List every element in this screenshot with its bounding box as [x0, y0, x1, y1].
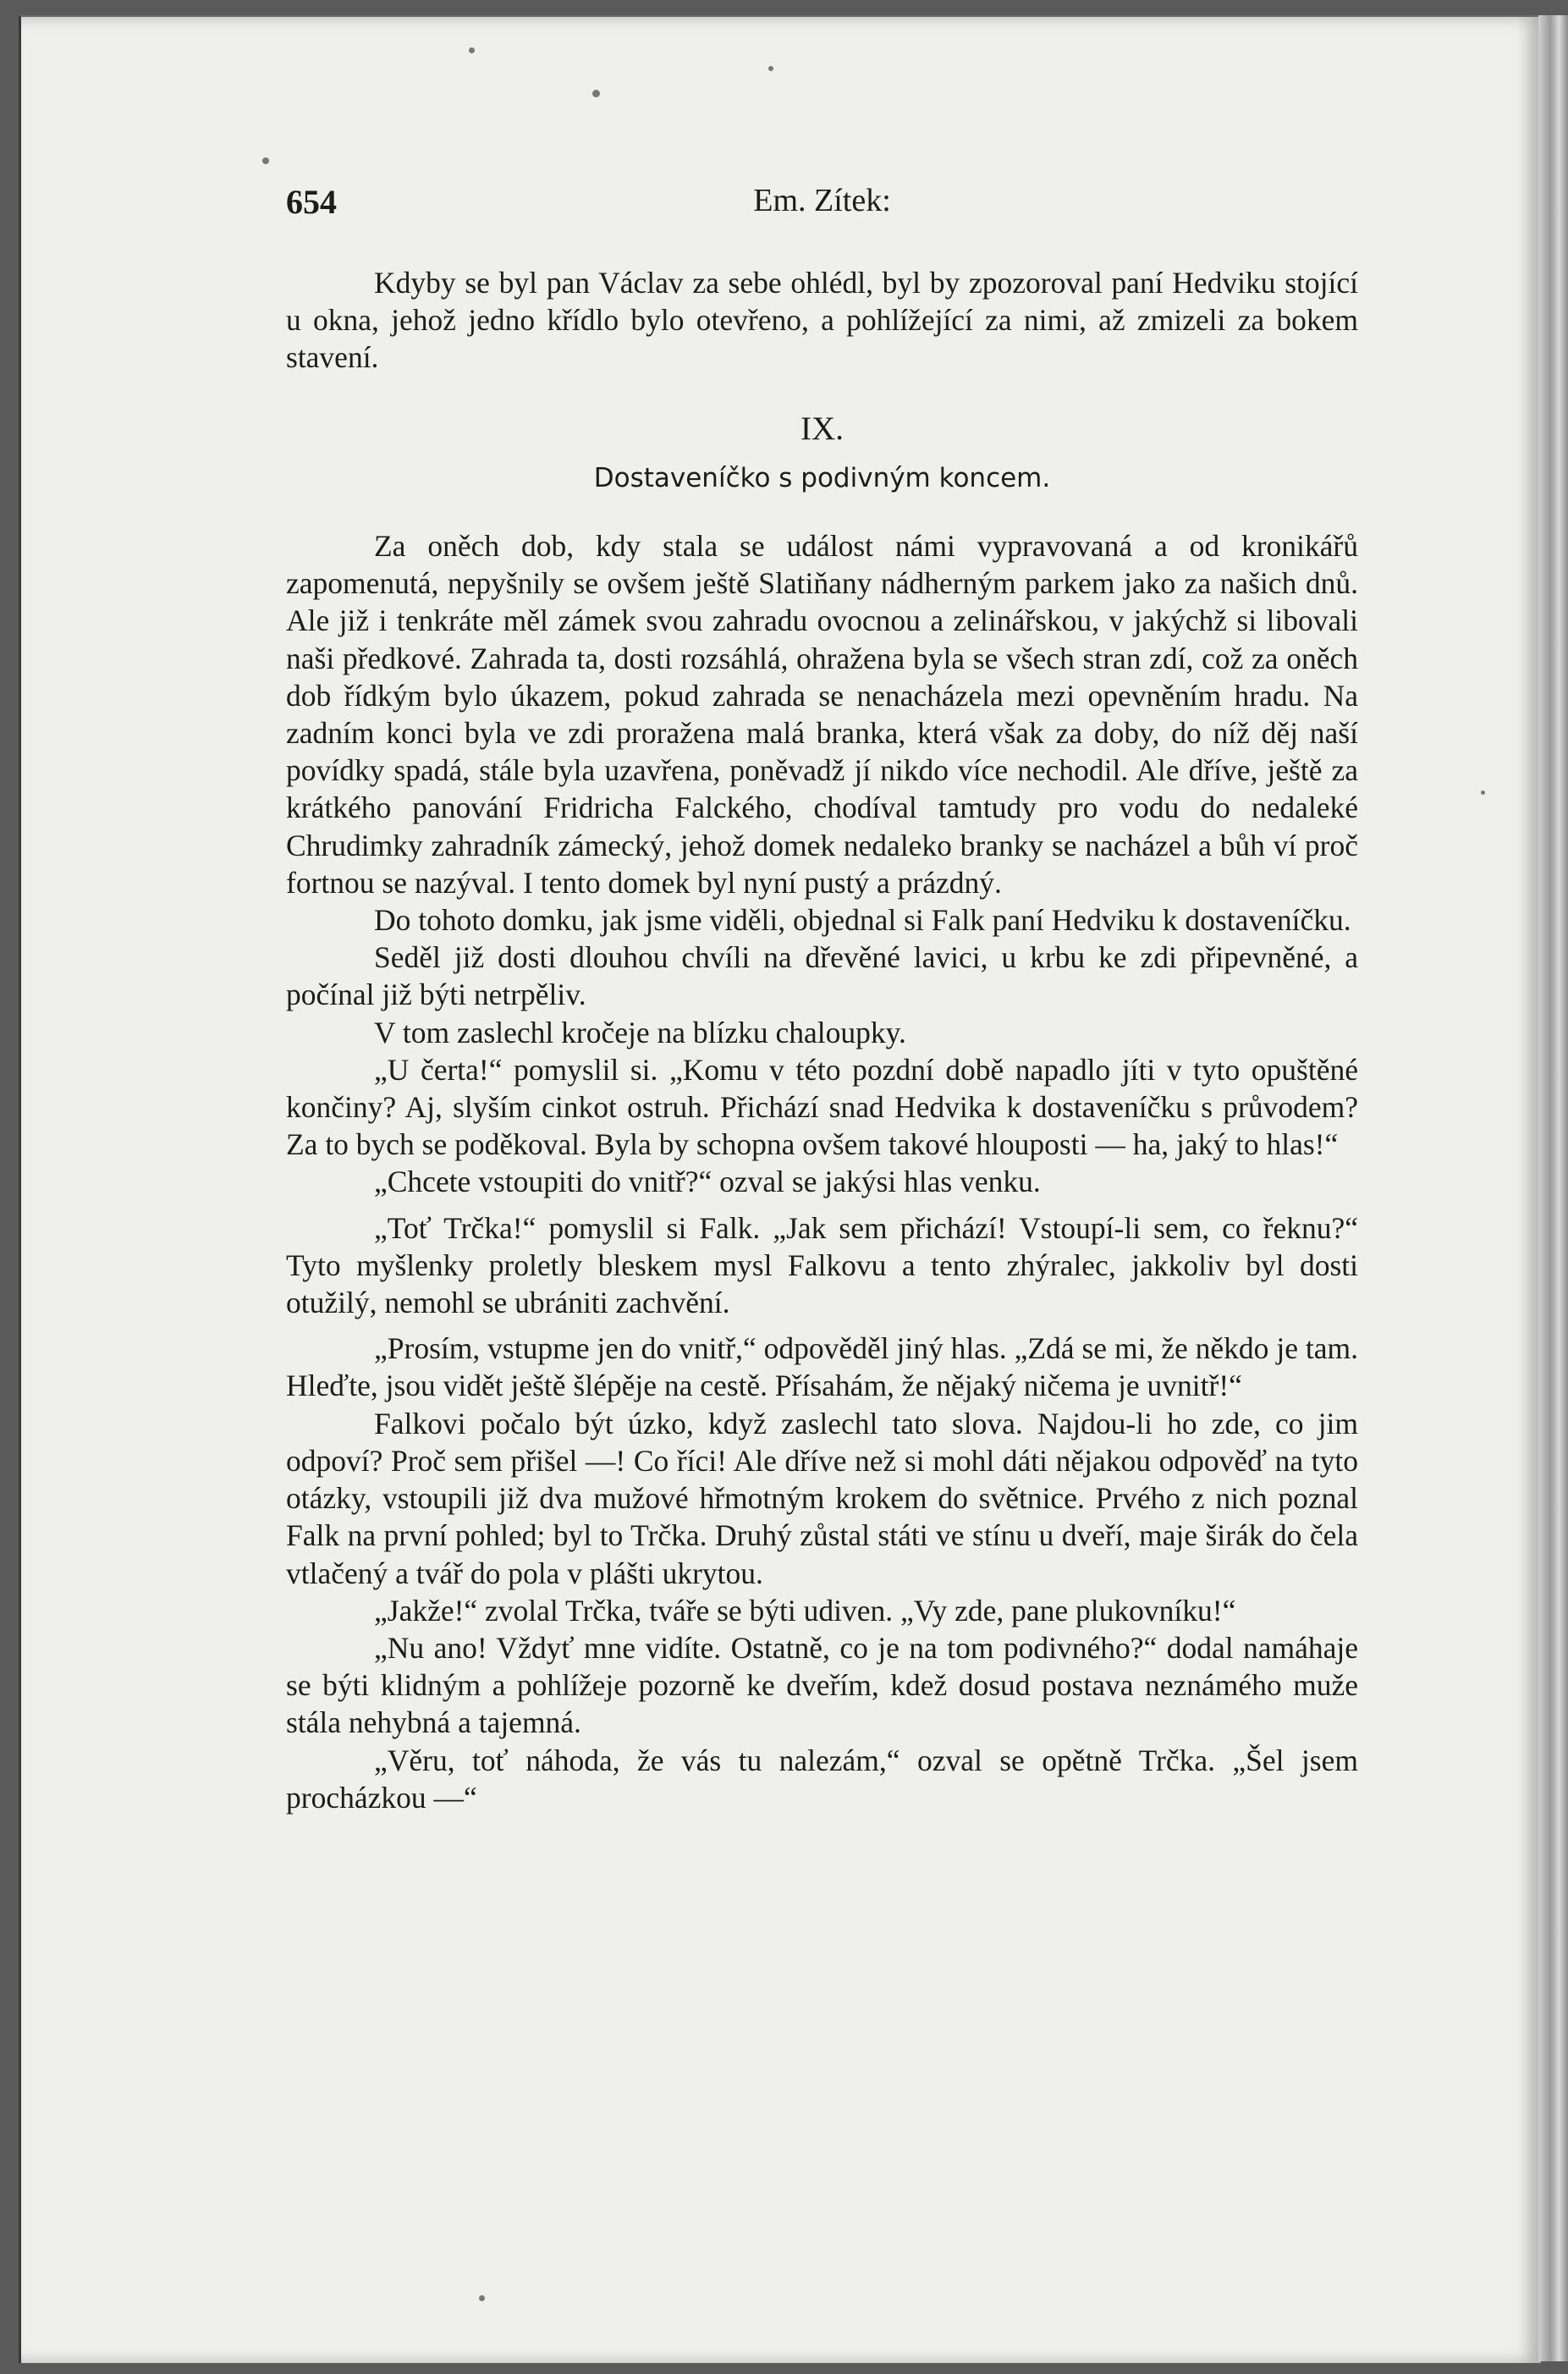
running-author: Em. Zítek: — [753, 183, 891, 218]
paragraph: Do tohoto domku, jak jsme viděli, objednal si Falk paní Hedviku k dostaveníčku. — [374, 903, 1351, 938]
paragraph: „U čerta!“ pomyslil si. „Komu v této pozdní době napadlo jíti v tyto opuštěné končiny? Aj, slyším cinkot ostruh. Přichází snad Hedvika k dostaveníčku s průvodem? Za to bych se poděkoval. Byla by schopna ovšem takové hlouposti — ha, jaký to hlas!“ — [286, 1052, 1358, 1162]
paragraph: V tom zaslechl kročeje na blízku chaloupky. — [374, 1015, 906, 1049]
paragraph: „Toť Trčka!“ pomyslil si Falk. „Jak sem přichází! Vstoupí-li sem, co řeknu?“ Tyto myšlenky proletly bleskem mysl Falkovu a tento zhýralec, jakkoliv byl dosti otužilý, nemohl se ubrániti zachvění. — [286, 1210, 1358, 1320]
page-edge — [1538, 15, 1568, 2361]
paragraph: Falkovi počalo být úzko, když zaslechl tato slova. Najdou-li ho zde, co jim odpoví? Proč sem přišel —! Co říci! Ale dříve než si mohl dáti nějakou odpověď na tyto otázky, vstoupili již dva mužové hřmotným krokem do světnice. Prvého z nich poznal Falk na první pohled; byl to Trčka. Druhý zůstal státi ve stínu u dveří, maje širák do čela vtlačený a tvář do pola v plášti ukrytou. — [286, 1406, 1358, 1590]
body-text — [286, 264, 1358, 1816]
paper-speck — [479, 2295, 485, 2301]
paragraph: Za oněch dob, kdy stala se událost námi vypravovaná a od kronikářů zapomenutá, nepyšnily se ovšem ještě Slatiňany nádherným parkem jako za našich dnů. Ale již i tenkráte měl zámek svou zahradu ovocnou a zelinářskou, v jakýchž si libovali naši předkové. Zahrada ta, dosti rozsáhlá, ohražena byla se všech stran zdí, což za oněch dob řídkým bylo úkazem, pokud zahrada se nenacházela mezi opevněním hradu. Na zadním konci byla ve zdi proražena malá branka, která však za doby, do níž děj naší povídky spadá, stále byla uzavřena, poněvadž jí nikdo více nechodil. Ale dříve, ještě za krátkého panování Fridricha Falckého, chodíval tamtudy pro vodu do nedaleké Chrudimky zahradník zámecký, jehož domek nedaleko branky se nacházel a bůh ví proč fortnou se nazýval. I tento domek byl nyní pustý a prázdný. — [286, 529, 1358, 900]
chapter-number: IX. — [801, 410, 844, 447]
paragraph: Seděl již dosti dlouhou chvíli na dřevěné lavici, u krbu ke zdi připevněné, a počínal již býti netrpěliv. — [286, 940, 1358, 1012]
paper-speck — [768, 66, 773, 71]
paper-speck — [262, 157, 269, 164]
paragraph: „Prosím, vstupme jen do vnitř,“ odpověděl jiný hlas. „Zdá se mi, že někdo je tam. Hleďte, jsou vidět ještě šlépěje na cestě. Přísahám, že nějaký ničema je uvnitř!“ — [286, 1331, 1358, 1403]
paper-speck — [592, 90, 600, 97]
paper-speck — [1481, 790, 1485, 795]
paragraph: „Chcete vstoupiti do vnitř?“ ozval se jakýsi hlas venku. — [374, 1165, 1041, 1199]
paragraph: „Věru, toť náhoda, že vás tu nalezám,“ ozval se opětně Trčka. „Šel jsem procházkou —“ — [286, 1743, 1358, 1815]
paragraph: „Jakže!“ zvolal Trčka, tváře se býti udiven. „Vy zde, pane plukovníku!“ — [374, 1593, 1236, 1628]
paragraph: Kdyby se byl pan Václav za sebe ohlédl, byl by zpozoroval paní Hedviku stojící u okna, jehož jedno křídlo bylo otevřeno, a pohlížející za nimi, až zmizeli za bokem stavení. — [286, 266, 1358, 375]
running-header — [286, 182, 1358, 224]
chapter-title: Dostaveníčko s podivným koncem. — [593, 462, 1051, 493]
paragraph: „Nu ano! Vždyť mne vidíte. Ostatně, co je na tom podivného?“ dodal namáhaje se býti klidným a pohlížeje pozorně ke dveřím, kdež dosud postava neznámého muže stála nehybná a tajemná. — [286, 1630, 1358, 1740]
paper-speck — [469, 47, 475, 53]
page-number: 654 — [286, 183, 337, 221]
